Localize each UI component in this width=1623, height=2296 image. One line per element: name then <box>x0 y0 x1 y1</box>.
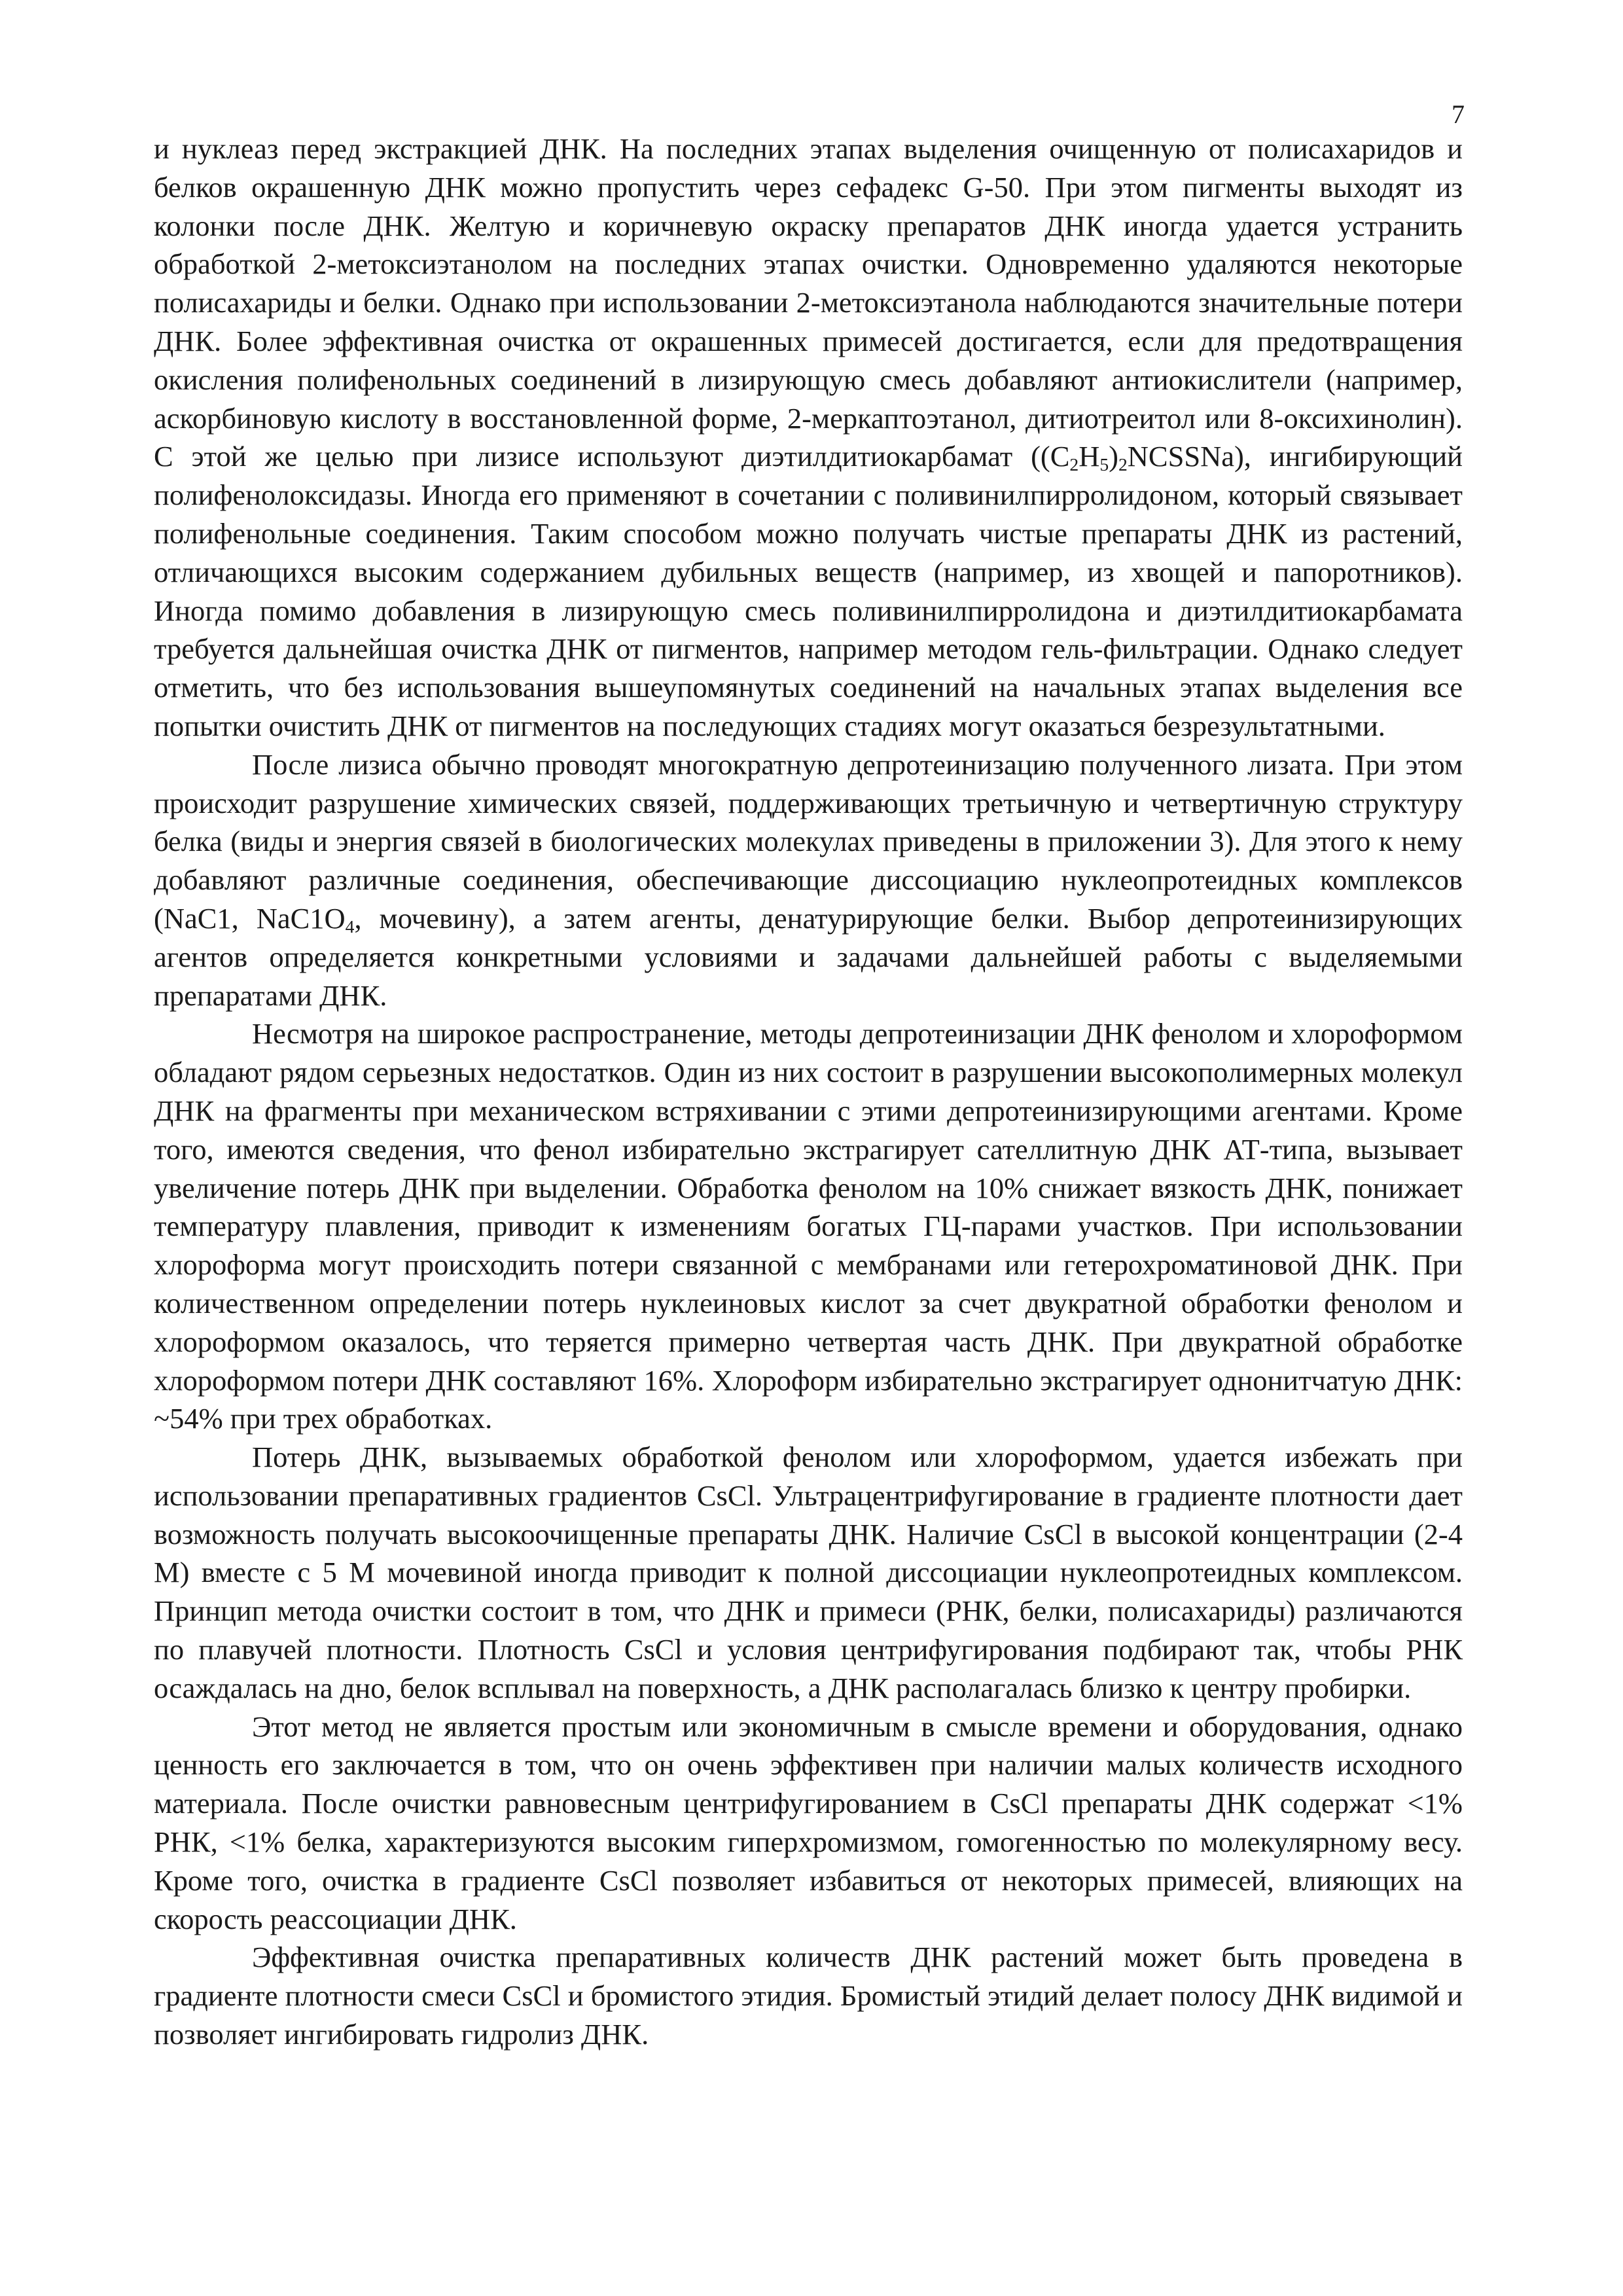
text-run: Эффективная очистка препаративных количеств ДНК растений может быть проведена в градиенте плотности смеси CsCl и бромистого этидия. Бромистый этидий делает полосу ДНК видимой и позволяет ингибировать гидролиз ДНК. <box>154 1941 1463 2051</box>
text-run: H <box>1079 440 1100 473</box>
paragraph-p2 <box>154 745 1463 1015</box>
paragraph-p1 <box>154 130 1463 745</box>
text-run: Несмотря на широкое распространение, методы депротеинизации ДНК фенолом и хлороформом обладают рядом серьезных недостатков. Один из них состоит в разрушении высокополимерных молекул ДНК на фрагменты при механическом встряхивании с этими депротеинизирующими агентами. Кроме того, имеются сведения, что фенол избирательно экстрагирует сателлитную ДНК АТ-типа, вызывает увеличение потерь ДНК при выделении. Обработка фенолом на 10% снижает вязкость ДНК, понижает температуру плавления, приводит к изменениям богатых ГЦ-парами участков. При использовании хлороформа могут происходить потери связанной с мембранами или гетерохроматиновой ДНК. При количественном определении потерь нуклеиновых кислот за счет двукратной обработки фенолом и хлороформом оказалось, что теряется примерно четвертая часть ДНК. При двукратной обработке хлороформом потери ДНК составляют 16%. Хлороформ избирательно экстрагирует однонитчатую ДНК: ~54% при трех обработках. <box>154 1017 1463 1435</box>
paragraph-p5 <box>154 1708 1463 1939</box>
text-run: , мочевину), а затем агенты, денатурирующие белки. Выбор депротеинизирующих агентов определяется конкретными условиями и задачами дальнейшей работы с выделяемыми препаратами ДНК. <box>154 901 1463 1012</box>
page-number: 7 <box>1452 99 1465 129</box>
subscript: 5 <box>1099 454 1109 475</box>
paragraph-p4 <box>154 1438 1463 1708</box>
subscript: 2 <box>1069 454 1079 475</box>
text-run: NCSSNa), ингибирующий полифенолоксидазы. Иногда его применяют в сочетании с поливинилпирролидоном, который связывает полифенольные соединения. Таким способом можно получать чистые препараты ДНК из растений, отличающихся высоким содержанием дубильных веществ (например, из хвощей и папоротников). Иногда помимо добавления в лизирующую смесь поливинилпирролидона и диэтилдитиокарбамата требуется дальнейшая очистка ДНК от пигментов, например методом гель-фильтрации. Однако следует отметить, что без использования вышеупомянутых соединений на начальных этапах выделения все попытки очистить ДНК от пигментов на последующих стадиях могут оказаться безрезультатными. <box>154 440 1463 742</box>
text-run: Потерь ДНК, вызываемых обработкой фенолом или хлороформом, удается избежать при использовании препаративных градиентов CsCl. Ультрацентрифугирование в градиенте плотности дает возможность получать высокоочищенные препараты ДНК. Наличие CsCl в высокой концентрации (2-4 М) вместе с 5 М мочевиной иногда приводит к полной диссоциации нуклеопротеидных комплексом. Принцип метода очистки состоит в том, что ДНК и примеси (РНК, белки, полисахариды) различаются по плавучей плотности. Плотность CsCl и условия центрифугирования подбирают так, чтобы РНК осаждалась на дно, белок всплывал на поверхность, а ДНК располагалась близко к центру пробирки. <box>154 1441 1463 1704</box>
text-run: Этот метод не является простым или экономичным в смысле времени и оборудования, однако ценность его заключается в том, что он очень эффективен при наличии малых количеств исходного материала. После очистки равновесным центрифугированием в CsCl препараты ДНК содержат <1% РНК, <1% белка, характеризуются высоким гиперхромизмом, гомогенностью по молекулярному весу. Кроме того, очистка в градиенте CsCl позволяет избавиться от некоторых примесей, влияющих на скорость реассоциации ДНК. <box>154 1710 1463 1935</box>
subscript: 4 <box>345 916 355 937</box>
text-run: ) <box>1109 440 1118 473</box>
subscript: 2 <box>1118 454 1128 475</box>
text-run: После лизиса обычно проводят многократную депротеинизацию полученного лизата. При этом происходит разрушение химических связей, поддерживающих третьичную и четвертичную структуру белка (виды и энергия связей в биологических молекулах приведены в приложении 3). Для этого к нему добавляют различные соединения, обеспечивающие диссоциацию нуклеопротеидных комплексов (NaC1, NaC1O <box>154 747 1463 935</box>
document-body <box>154 130 1463 2054</box>
paragraph-p3 <box>154 1014 1463 1438</box>
paragraph-p6 <box>154 1938 1463 2053</box>
text-run: и нуклеаз перед экстракцией ДНК. На последних этапах выделения очищенную от полисахаридов и белков окрашенную ДНК можно пропустить через сефадекс G-50. При этом пигменты выходят из колонки после ДНК. Желтую и коричневую окраску препаратов ДНК иногда удается устранить обработкой 2-метоксиэтанолом на последних этапах очистки. Одновременно удаляются некоторые полисахариды и белки. Однако при использовании 2-метоксиэтанола наблюдаются значительные потери ДНК. Более эффективная очистка от окрашенных примесей достигается, если для предотвращения окисления полифенольных соединений в лизирующую смесь добавляют антиокислители (например, аскорбиновую кислоту в восстановленной форме, 2-меркаптоэтанол, дитиотреитол или 8-оксихинолин). С этой же целью при лизисе используют диэтилдитиокарбамат ((C <box>154 132 1463 473</box>
